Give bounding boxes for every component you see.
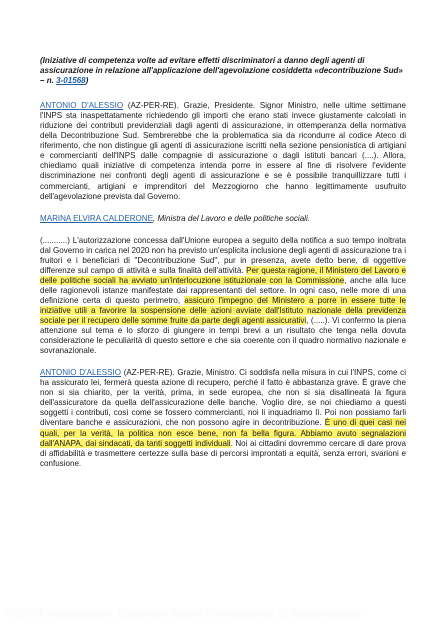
speaker-link[interactable]: ANTONIO D'ALESSIO (40, 101, 124, 111)
speaker-role: , Ministra del Lavoro e delle politiche sociali. (153, 213, 310, 223)
highlighted-text: È uno di quei casi nei quali, per la verità, la politica non esce bene, non fa bella figura. Abbiamo avuto segnalazioni dall'ANAPA, dai sindacati, da tanti soggetti individuali (40, 418, 406, 448)
paragraph-dalessio-reply: ANTONIO D'ALESSIO (AZ-PER-RE). Grazie, Ministro. Ci soddisfa nella misura in cui l'INPS, come ci ha assicurato lei, fermerà questa azione di recupero, perché il fatto è abbastanza grave. È grave che non si sia chiarito, per la verità, prima, in sede europea, che non si sia disallineata la figura dell'assicuratore da quella dell'assicurazione delle banche. Voglio dire, se noi chiediamo a questi soggetti i contributi, così come se fossero commercianti, noi li inquadriamo lì. Poi non possiamo farli diventare banche e assicurazioni, che non possono agire in decontribuzione. È uno di quei casi nei quali, per la verità, la politica non esce bene, non fa bella figura. Abbiamo avuto segnalazioni dall'ANAPA, dai sindacati, da tanti soggetti individuali. Noi ai cittadini dovremmo cercare di dare prova di affidabilità e trasmettere certezze sulla base di percorsi improntati a equità, senza errori, svarioni e confusione. (40, 368, 407, 468)
speaker-link[interactable]: ANTONIO D'ALESSIO (40, 368, 122, 378)
highlighted-text: assicuro l'impegno del Ministero a porre in essere tutte le iniziative utili a favorire la sospensione delle azioni avviate dall'Istituto nazionale della previdenza sociale per il recupero delle somme fruite da parte degli agenti assicurativi (40, 295, 406, 326)
paragraph-dalessio-question: ANTONIO D'ALESSIO (AZ-PER-RE). Grazie, Presidente. Signor Ministro, nelle ultime settimane l'INPS sta inaspettatamente richiedendo gli importi che erano stati invece giustamente calcolati in riduzione dei contributi previdenziali dagli agenti di assicurazione, in ottemperanza della normativa della Decontribuzione Sud. Sembrerebbe che la problematica sia da ricondurre al codice Ateco di riferimento, che non distingue gli agenti di assicurazione iscritti nella sezione pensionistica di artigiani e commercianti dell'INPS dalle compagnie di assicurazione o dagli istituti bancari (....). Allora, chiediamo quali iniziative di competenza intenda porre in essere al fine di risolvere l'evidente discriminazione nei confronti degli agenti di assicurazione e se è possibile tranquillizzare tutti i commercianti, artigiani e imprenditori del Mezzogiorno che hanno legittimamente usufruito dell'agevolazione prevista dal Governo. (40, 101, 406, 201)
question-title: (Iniziative di competenza volte ad evitare effetti discriminatori a danno degli agenti di assicurazione in relazione all'applicazione dell'agevolazione cosiddetta «decontribuzione Sud» – n. 3-01568) (40, 56, 403, 86)
document-body (40, 56, 406, 481)
question-number-link[interactable]: 3-01568 (56, 76, 86, 86)
paragraph-calderone-heading (40, 214, 406, 224)
highlighted-text: Per questa ragione, il Ministero del Lavoro e delle politiche sociali ha avviato un'interlocuzione istituzionale con la Commissione (40, 265, 406, 285)
paragraph-calderone-answer: (...........) L'autorizzazione concessa dall'Unione europea a seguito della notifica a suo tempo inoltrata dal Governo in carica nel 2020 non ha previsto un'esplicita inclusione degli agenti di assicurazione tra i fruitori e i beneficiari di "Decontribuzione Sud", pur in presenza, avete detto bene, di oggettive differenze sul campo di attività e sulla finalità dell'attività. Per questa ragione, il Ministero del Lavoro e delle politiche sociali ha avviato un'interlocuzione istituzionale con la Commissione, anche alla luce delle ragionevoli istanze manifestate dai rappresentanti del settore. In ogni caso, nelle more di una definizione certa di questo perimetro, assicuro l'impegno del Ministero a porre in essere tutte le iniziative utili a favorire la sospensione delle azioni avviate dall'Istituto nazionale della previdenza sociale per il recupero delle somme fruite da parte degli agenti assicurativi, (.....). Vi confermo la piena attenzione sul tema e lo sforzo di giungere in tempi brevi a un risultato che tenga nella dovuta considerazione le peculiarità di questo settore e che sia coerente con il quadro normativo nazionale e sovranazionale. (40, 235, 406, 356)
watermark-footer: ANAPA Associazione Nazionale Agenti Professionisti di Assicurazione (6, 608, 362, 620)
speaker-link[interactable]: MARINA ELVIRA CALDERONE (40, 213, 153, 223)
